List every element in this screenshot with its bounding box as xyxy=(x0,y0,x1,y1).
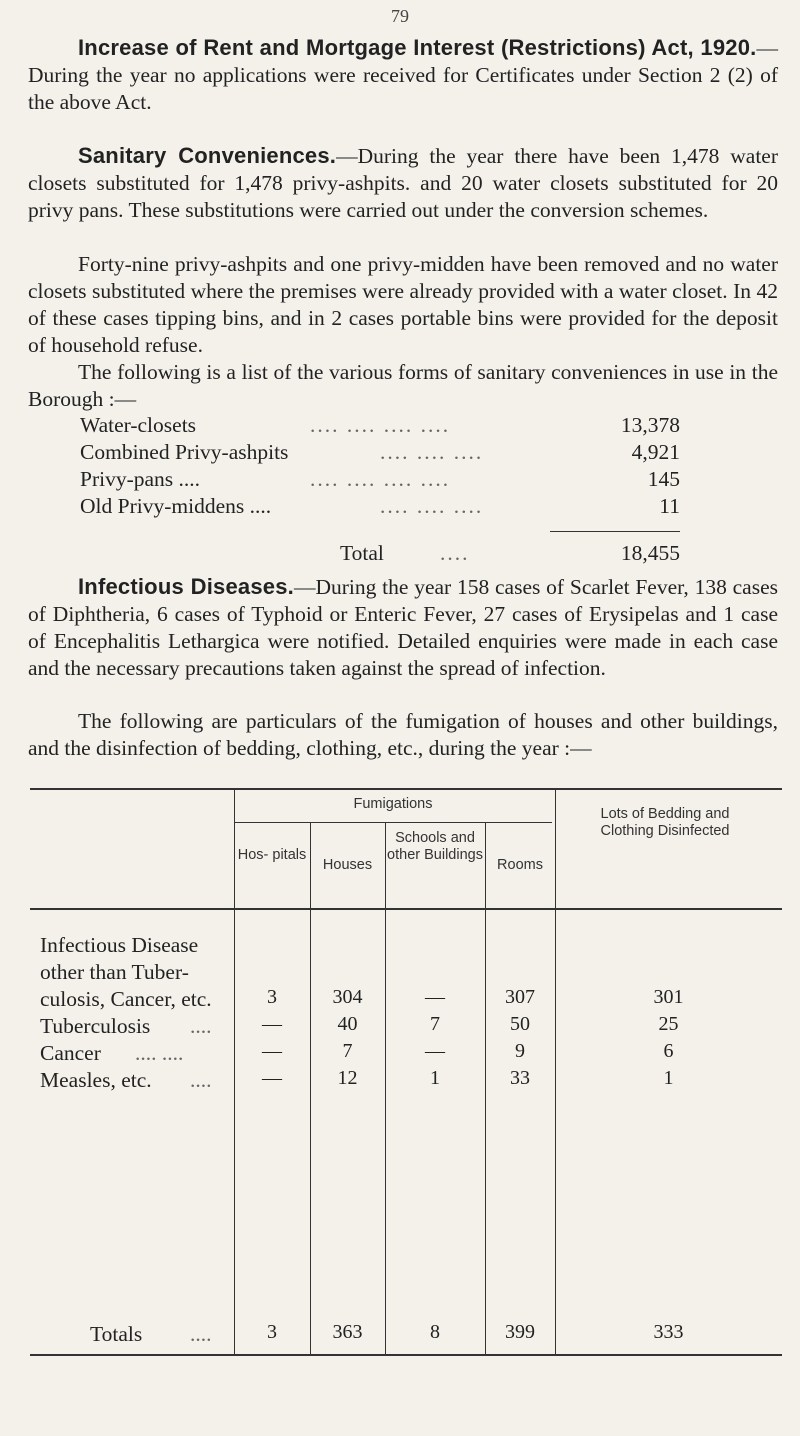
leader-dots: .... xyxy=(190,1014,212,1038)
table-cell: 6 xyxy=(663,1040,674,1062)
table-cell: — xyxy=(425,1040,445,1062)
infectious-text: —During the year 158 cases of Scarlet Fever, 138 cases of Diphtheria, 6 cases of Typhoid or Enteric Fever, 27 cases of Erysipelas and 1 case of Encephalitis Lethargica were notified. Detailed enquiries were made in each case and the necessary precautions taken against the spread of infection. xyxy=(28,575,778,680)
column-header-bedding: Lots of Bedding and Clothing Disinfected xyxy=(600,806,730,839)
table-top-rule xyxy=(30,788,782,790)
list-item xyxy=(80,413,680,439)
table-cell: 12 xyxy=(337,1067,358,1089)
leader-dots: .... .... .... xyxy=(380,494,484,518)
total-value: 18,455 xyxy=(620,541,680,565)
table-cell: 8 xyxy=(430,1321,440,1343)
list-item xyxy=(80,467,680,493)
row-label-tuberculosis xyxy=(40,1013,212,1040)
list-item-label: Old Privy-middens .... xyxy=(80,494,272,518)
row-label-text: Cancer xyxy=(40,1041,101,1065)
table-cell: 304 xyxy=(332,986,363,1008)
rent-act-text: —During the year no applications were received for Certificates under Section 2 (2) of the above Act. xyxy=(28,36,778,114)
table-cell: 1 xyxy=(663,1067,674,1089)
column-header-rooms: Rooms xyxy=(497,857,543,873)
list-item-value: 145 xyxy=(647,467,680,491)
infectious-paragraph xyxy=(28,573,778,682)
list-item-label: Privy-pans .... xyxy=(80,467,201,491)
sanitary-heading: Sanitary Conveniences. xyxy=(78,143,337,168)
row-label-infectious: Infectious Disease other than Tuber- culosis, Cancer, etc. xyxy=(40,933,212,1011)
fumigation-intro: The following are particulars of the fumigation of houses and other buildings, and the disinfection of bedding, clothing, etc., during the year :— xyxy=(28,709,778,760)
leader-dots: .... xyxy=(190,1322,212,1346)
row-label-text: Measles, etc. xyxy=(40,1068,152,1092)
leader-dots: .... xyxy=(190,1068,212,1092)
leader-dots: .... .... .... .... xyxy=(310,413,451,437)
sum-rule xyxy=(550,531,680,532)
leader-dots: .... .... xyxy=(135,1041,184,1065)
row-label-text: Tuberculosis xyxy=(40,1014,151,1038)
table-cell: 9 xyxy=(515,1040,525,1062)
page-number: 79 xyxy=(391,6,409,26)
table-cell: — xyxy=(425,986,445,1008)
row-label-text: Totals xyxy=(90,1322,143,1346)
sanitary-paragraph xyxy=(28,142,778,224)
table-cell: — xyxy=(262,1040,282,1062)
column-divider xyxy=(310,910,311,1354)
sanitary-text: —During the year there have been 1,478 water closets substituted for 1,478 privy-ashpits. and 20 water closets substituted for 20 privy pans. These substitutions were carried out under the conversion schemes. xyxy=(28,144,778,222)
column-header-hospitals: Hos- pitals xyxy=(237,847,307,863)
leader-dots: .... .... .... .... xyxy=(310,467,451,491)
column-divider xyxy=(485,910,486,1354)
table-cell: 1 xyxy=(430,1067,440,1089)
table-cell: — xyxy=(262,1013,282,1035)
conveniences-intro: The following is a list of the various forms of sanitary conveniences in use in the Borough :— xyxy=(28,360,778,411)
column-divider xyxy=(555,788,556,908)
table-cell: 7 xyxy=(342,1040,353,1062)
column-divider xyxy=(555,910,556,1354)
table-cell: 33 xyxy=(510,1067,530,1089)
column-header-houses: Houses xyxy=(322,857,373,873)
table-cell: 3 xyxy=(267,1321,277,1343)
group-underline xyxy=(234,822,552,823)
row-label-totals xyxy=(90,1321,212,1348)
list-item-value: 4,921 xyxy=(631,440,680,464)
header-bottom-rule xyxy=(30,908,782,910)
list-item xyxy=(80,494,680,520)
total-row xyxy=(340,541,680,567)
row-label-measles xyxy=(40,1067,212,1094)
table-cell: 363 xyxy=(332,1321,363,1343)
list-item xyxy=(80,440,680,466)
table-cell: 333 xyxy=(653,1321,684,1343)
privy-removal-paragraph: Forty-nine privy-ashpits and one privy-midden have been removed and no water closets substituted where the premises were already provided with a water closet. In 42 of these cases tipping bins, and in 2 cases portable bins were provided for the deposit of household refuse. xyxy=(28,252,778,357)
list-item-label: Combined Privy-ashpits xyxy=(80,440,289,464)
table-cell: 307 xyxy=(505,986,535,1008)
leader-dots: .... .... .... xyxy=(380,440,484,464)
table-cell: 50 xyxy=(510,1013,530,1035)
table-cell: 399 xyxy=(505,1321,535,1343)
table-cell: 7 xyxy=(430,1013,440,1035)
rent-act-heading: Increase of Rent and Mortgage Interest (Restrictions) Act, 1920. xyxy=(78,35,757,60)
table-cell: — xyxy=(262,1067,282,1089)
infectious-heading: Infectious Diseases. xyxy=(78,574,294,599)
table-bottom-rule xyxy=(30,1354,782,1356)
leader-dots: .... xyxy=(440,541,470,565)
list-item-label: Water-closets xyxy=(80,413,197,437)
rent-act-paragraph xyxy=(28,34,778,116)
list-item-value: 11 xyxy=(659,494,680,518)
list-item-value: 13,378 xyxy=(620,413,680,437)
column-divider xyxy=(385,910,386,1354)
fumigations-group-header: Fumigations xyxy=(353,796,433,812)
column-header-schools: Schools and other Buildings xyxy=(387,830,483,863)
table-cell: 3 xyxy=(267,986,277,1008)
table-cell: 40 xyxy=(337,1013,358,1035)
total-label: Total xyxy=(340,541,384,565)
table-cell: 301 xyxy=(653,986,684,1008)
row-label-cancer xyxy=(40,1040,184,1067)
table-cell: 25 xyxy=(658,1013,679,1035)
